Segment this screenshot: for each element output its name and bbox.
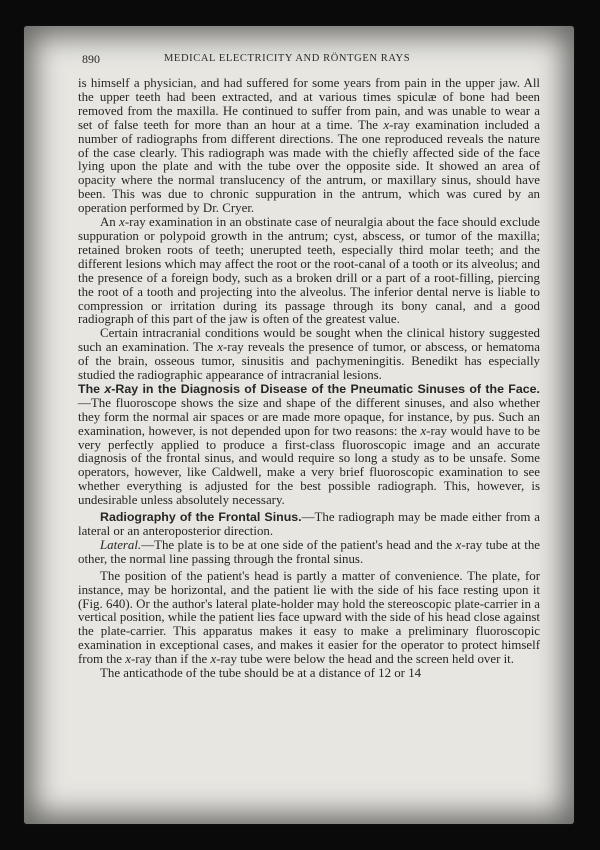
paragraph-text: Certain intracranial conditions would be sought when the clinical history suggested such an examination. The x-ray reveals the presence of tumor, or abscess, or hematoma of the brain, osseous tumor, sinusitis and pachymeningitis. Benedikt has especially studied the radiographic appearance of intracranial lesions. bbox=[78, 326, 540, 383]
paragraph-2 bbox=[78, 216, 540, 327]
book-page bbox=[24, 26, 574, 824]
section-heading: The x-Ray in the Diagnosis of Disease of the Pneumatic Sinuses of the Face. bbox=[78, 381, 540, 396]
paragraph-text: An x-ray examination in an obstinate case of neuralgia about the face should exclude suppuration or polypoid growth in the antrum; cyst, abscess, or tumor of the maxilla; retained broken roots of teeth; unerupted teeth, especially third molar teeth; and the different lesions which may affect the root or the root-canal of a tooth or its alveolus; and the presence of a foreign body, such as a broken drill or a part of a root-filling, piercing the root of a tooth and projecting into the alveolus. The inferior dental nerve is liable to compression or irritation during its passage through its bony canal, and a good radiograph of this part of the jaw is often of the greatest value. bbox=[78, 215, 540, 327]
subheading: Lateral. bbox=[100, 537, 142, 552]
paragraph-6 bbox=[78, 539, 540, 567]
paragraph-8 bbox=[78, 667, 540, 681]
paragraph-1 bbox=[78, 77, 540, 216]
paragraph-text: The position of the patient's head is partly a matter of convenience. The plate, for instance, may be horizontal, and the patient lie with the side of his face resting upon it (Fig. 640). Or the author's lateral plate-holder may hold the stereoscopic plate-carrier in a vertical position, while the patient lies face upward with the side of his head close against the plate-carrier. This apparatus makes it easy to make a preliminary fluoroscopic examination in exceptional cases, and makes it easier for the operator to protect himself from the x-ray than if the x-ray tube were below the head and the screen held over it. bbox=[78, 568, 540, 667]
paragraph-text: —The radiograph may be made either from a lateral or an anteroposterior direction. bbox=[78, 510, 540, 538]
paragraph-4 bbox=[78, 383, 540, 508]
running-title: MEDICAL ELECTRICITY AND RÖNTGEN RAYS bbox=[164, 53, 411, 64]
page-number: 890 bbox=[82, 52, 100, 66]
paragraph-text: is himself a physician, and had suffered for some years from pain in the upper jaw. All the upper teeth had been extracted, and at various times spiculæ of bone had been removed from the maxilla. He continued to suffer from pain, and was unable to wear a set of false teeth for more than an hour at a time. The x-ray examination included a number of radiographs from different directions. The one reproduced reveals the nature of the case clearly. This radiograph was made with the chiefly affected side of the face lying upon the plate and with the tube over the opposite side. It showed an area of opacity where the normal translucency of the antrum, or maxillary sinus, should have been. This was due to chronic suppuration in the antrum, which was cured by an operation performed by Dr. Cryer. bbox=[78, 76, 541, 216]
section-heading: Radiography of the Frontal Sinus. bbox=[100, 510, 302, 525]
paragraph-text: —The plate is to be at one side of the patient's head and the x-ray tube at the other, the normal line passing through the frontal sinus. bbox=[78, 537, 540, 566]
paragraph-5 bbox=[78, 511, 540, 539]
body-text bbox=[78, 77, 540, 681]
paragraph-7 bbox=[78, 570, 540, 667]
paragraph-text: —The fluoroscope shows the size and shape of the different sinuses, and also whether they form the normal air spaces or are made more opaque, for instance, by pus. Such an examination, however, is not depended upon for two reasons: the x-ray would have to be very perfectly applied to produce a first-class fluoroscopic image and an accurate diagnosis of the frontal sinus, and would require so long a study as to be unsafe. Some operators, however, like Caldwell, make a very brief fluoroscopic examination to see whether everything is adjusted for the best possible radiograph. This, however, is undesirable unless absolutely necessary. bbox=[78, 395, 540, 508]
paragraph-text: The anticathode of the tube should be at a distance of 12 or 14 bbox=[100, 666, 422, 681]
paragraph-3 bbox=[78, 327, 540, 383]
page-header bbox=[82, 52, 542, 68]
